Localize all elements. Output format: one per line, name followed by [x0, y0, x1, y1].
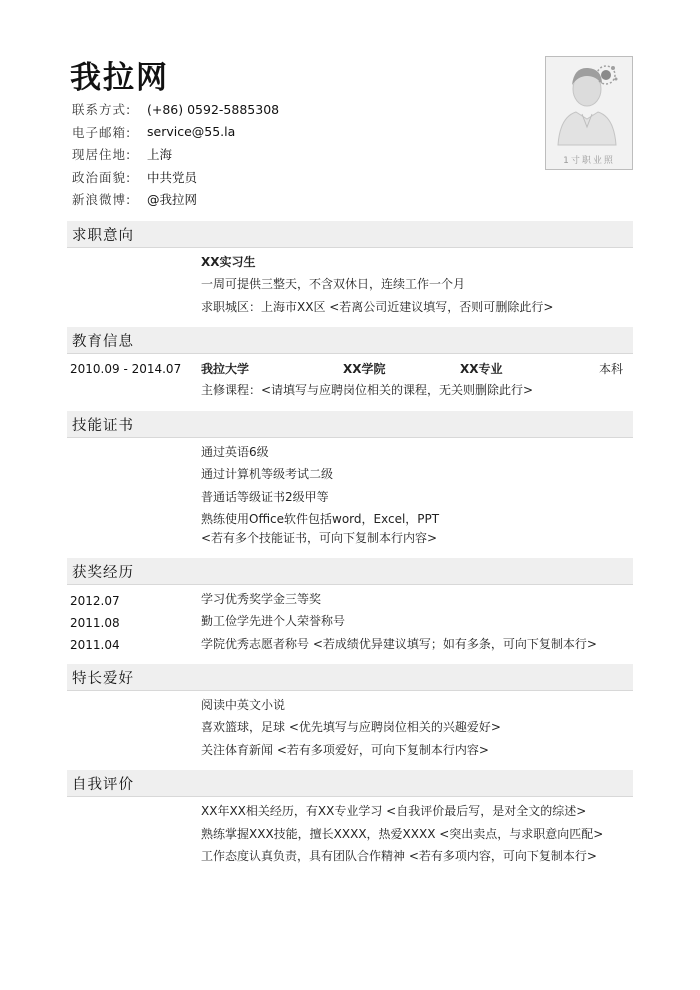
- contact-info: [72, 98, 279, 211]
- award-text: 勤工俭学先进个人荣誉称号: [201, 614, 346, 628]
- weibo-value: @我拉网: [147, 192, 198, 208]
- contact-row-email: [72, 121, 279, 144]
- education-college: XX学院: [343, 362, 386, 376]
- section-header-education: 教育信息: [67, 327, 633, 353]
- hobby-item: 阅读中英文小说: [201, 698, 286, 712]
- education-major: XX专业: [460, 362, 503, 376]
- objective-availability: 一周可提供三整天，不含双休日，连续工作一个月: [201, 277, 466, 291]
- skill-item: 通过英语6级: [201, 445, 269, 459]
- contact-label: 新浪微博:: [72, 192, 132, 208]
- political-value: 中共党员: [147, 169, 198, 185]
- award-date: 2011.08: [70, 616, 120, 630]
- skill-item: <若有多个技能证书，可向下复制本行内容>: [201, 531, 438, 545]
- contact-label: 电子邮箱:: [72, 124, 132, 140]
- education-school: 我拉大学: [201, 362, 250, 376]
- education-period: 2010.09 - 2014.07: [70, 362, 182, 376]
- phone-value: (+86) 0592-5885308: [147, 101, 280, 117]
- profile-photo: [545, 56, 633, 170]
- contact-row-phone: [72, 98, 279, 121]
- contact-label: 政治面貌:: [72, 169, 132, 185]
- section-divider: [67, 353, 633, 354]
- objective-city: 求职城区：上海市XX区 <若离公司近建议填写，否则可删除此行>: [201, 300, 554, 314]
- education-degree: 本科: [599, 362, 624, 376]
- residence-value: 上海: [147, 147, 173, 163]
- section-divider: [67, 247, 633, 248]
- section-header-awards: 获奖经历: [67, 558, 633, 584]
- applicant-name: 我拉网: [70, 60, 169, 96]
- award-date: 2012.07: [70, 594, 120, 608]
- objective-position: XX实习生: [201, 255, 256, 269]
- education-courses: 主修课程：<请填写与应聘岗位相关的课程，无关则删除此行>: [201, 383, 534, 397]
- contact-label: 联系方式:: [72, 102, 132, 118]
- section-header-skills: 技能证书: [67, 411, 633, 437]
- section-divider: [67, 437, 633, 438]
- photo-caption: 1寸职业照: [563, 156, 615, 166]
- award-text: 学院优秀志愿者称号 <若成绩优异建议填写；如有多条，可向下复制本行>: [201, 637, 597, 651]
- section-divider: [67, 584, 633, 585]
- award-text: 学习优秀奖学金三等奖: [201, 592, 322, 606]
- section-header-self-evaluation: 自我评价: [67, 770, 633, 796]
- section-header-hobbies: 特长爱好: [67, 664, 633, 690]
- contact-row-weibo: [72, 188, 279, 211]
- skill-item: 熟练使用Office软件包括word，Excel，PPT: [201, 512, 440, 526]
- skill-item: 通过计算机等级考试二级: [201, 467, 334, 481]
- self-eval-item: 熟练掌握XXX技能，擅长XXXX，热爱XXXX <突出卖点，与求职意向匹配>: [201, 827, 604, 841]
- section-divider: [67, 796, 633, 797]
- self-eval-item: XX年XX相关经历，有XX专业学习 <自我评价最后写，是对全文的综述>: [201, 804, 587, 818]
- contact-row-political: [72, 166, 279, 189]
- email-value: service@55.la: [147, 124, 236, 140]
- avatar-placeholder-icon: [546, 57, 632, 153]
- contact-row-residence: [72, 143, 279, 166]
- skill-item: 普通话等级证书2级甲等: [201, 490, 329, 504]
- contact-label: 现居住地:: [72, 147, 132, 163]
- section-header-objective: 求职意向: [67, 221, 633, 247]
- award-date: 2011.04: [70, 638, 120, 652]
- hobby-item: 喜欢篮球，足球 <优先填写与应聘岗位相关的兴趣爱好>: [201, 720, 501, 734]
- section-divider: [67, 690, 633, 691]
- hobby-item: 关注体育新闻 <若有多项爱好，可向下复制本行内容>: [201, 743, 489, 757]
- self-eval-item: 工作态度认真负责，具有团队合作精神 <若有多项内容，可向下复制本行>: [201, 849, 597, 863]
